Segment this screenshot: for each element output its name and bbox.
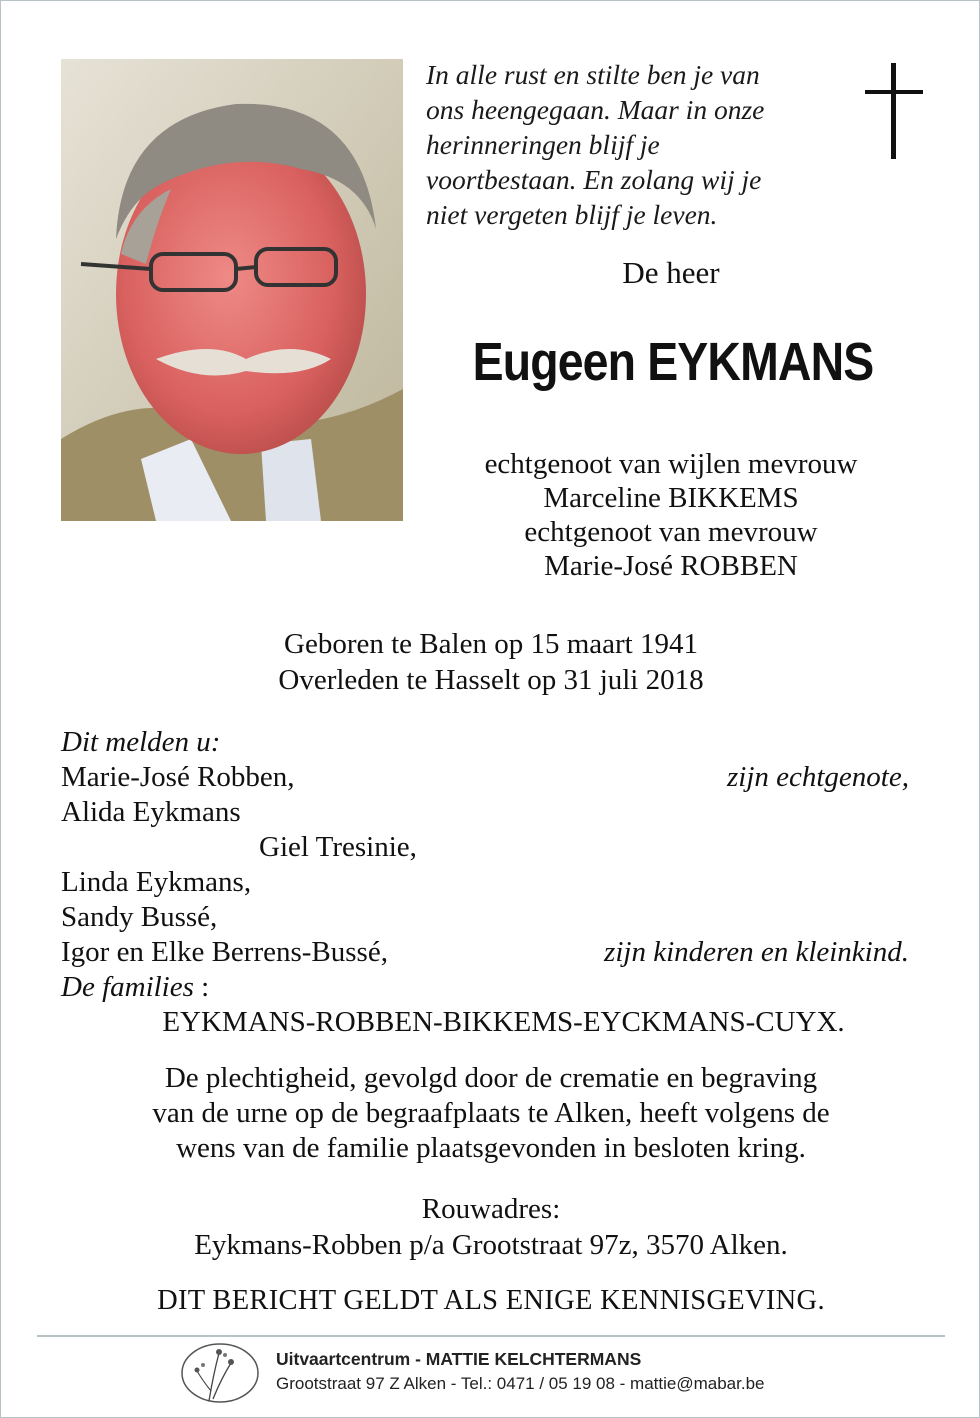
relative-name: Igor en Elke Berrens-Bussé, bbox=[61, 936, 388, 968]
relative-row bbox=[61, 935, 921, 970]
relative-relation: zijn echtgenote, bbox=[726, 761, 909, 793]
spouse-line: Marceline BIKKEMS bbox=[543, 482, 799, 514]
funeral-home-contact: Grootstraat 97 Z Alken - Tel.: 0471 / 05 19 08 - mattie@mabar.be bbox=[276, 1374, 765, 1393]
families-colon: : bbox=[193, 971, 210, 1003]
spouse-line: Marie-José ROBBEN bbox=[544, 550, 798, 582]
death-date: Overleden te Hasselt op 31 juli 2018 bbox=[278, 664, 704, 696]
relative-name: Giel Tresinie, bbox=[259, 831, 417, 863]
life-dates bbox=[1, 626, 980, 698]
relative-row bbox=[61, 865, 921, 900]
flower-logo-icon bbox=[179, 1341, 261, 1405]
spouse-info bbox=[421, 447, 921, 583]
funeral-home-name: Uitvaartcentrum - MATTIE KELCHTERMANS bbox=[276, 1349, 642, 1369]
families-label-line bbox=[61, 970, 921, 1005]
announcement-intro: Dit melden u: bbox=[61, 726, 221, 758]
mourning-address-value: Eykmans-Robben p/a Grootstraat 97z, 3570 Alken. bbox=[194, 1229, 788, 1261]
deceased-name: Eugeen EYKMANS bbox=[472, 332, 874, 392]
portrait-image bbox=[61, 59, 403, 521]
relative-row bbox=[61, 795, 921, 830]
ceremony-line: van de urne op de begraafplaats te Alken, heeft volgens de bbox=[152, 1097, 830, 1129]
relative-row bbox=[61, 900, 921, 935]
portrait-photo bbox=[61, 59, 403, 521]
relative-row bbox=[61, 830, 921, 865]
ceremony-line: wens van de familie plaatsgevonden in besloten kring. bbox=[176, 1132, 806, 1164]
poem-line: voortbestaan. En zolang wij je bbox=[426, 164, 762, 195]
family-names: EYKMANS-ROBBEN-BIKKEMS-EYCKMANS-CUYX. bbox=[162, 1006, 845, 1038]
announcement bbox=[61, 725, 921, 1040]
mourning-address-label: Rouwadres: bbox=[421, 1193, 561, 1225]
salutation: De heer bbox=[622, 255, 720, 290]
cross-icon bbox=[865, 63, 923, 159]
relative-name: Linda Eykmans, bbox=[61, 866, 252, 898]
footer-divider bbox=[37, 1335, 945, 1337]
ceremony-text bbox=[1, 1061, 980, 1166]
relative-row bbox=[61, 760, 921, 795]
poem-line: ons heengegaan. Maar in onze bbox=[426, 94, 765, 125]
ceremony-line: De plechtigheid, gevolgd door de crematie en begraving bbox=[164, 1062, 818, 1094]
relative-name: Sandy Bussé, bbox=[61, 901, 218, 933]
spouse-line: echtgenoot van mevrouw bbox=[524, 516, 818, 548]
poem-line: niet vergeten blijf je leven. bbox=[426, 199, 718, 230]
mourning-address bbox=[1, 1191, 980, 1263]
notice-text: DIT BERICHT GELDT ALS ENIGE KENNISGEVING. bbox=[157, 1285, 825, 1316]
poem-line: In alle rust en stilte ben je van bbox=[426, 59, 760, 90]
families-label: De families bbox=[61, 971, 194, 1003]
spouse-line: echtgenoot van wijlen mevrouw bbox=[484, 448, 858, 480]
birth-date: Geboren te Balen op 15 maart 1941 bbox=[284, 628, 698, 660]
relative-relation: zijn kinderen en kleinkind. bbox=[604, 936, 909, 968]
memorial-poem bbox=[426, 57, 836, 232]
relative-name: Marie-José Robben, bbox=[61, 761, 295, 793]
poem-line: herinneringen blijf je bbox=[426, 129, 660, 160]
relative-name: Alida Eykmans bbox=[61, 796, 241, 828]
